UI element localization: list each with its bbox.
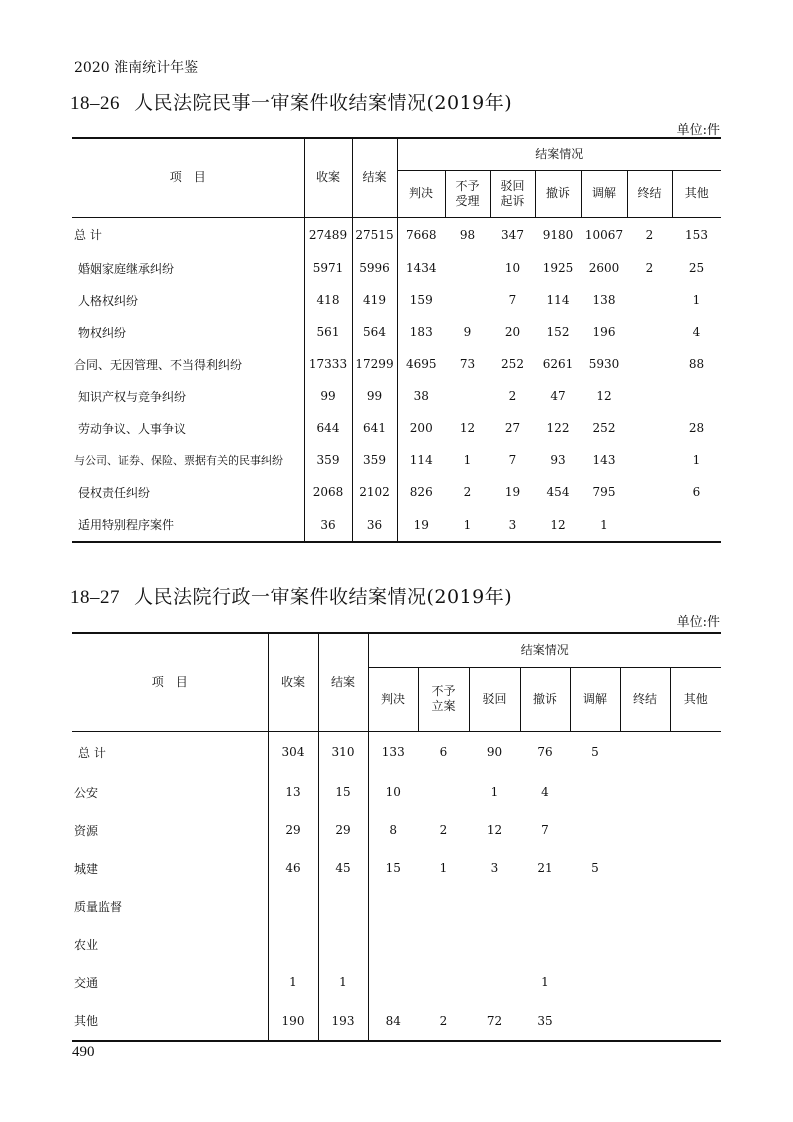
table-cell xyxy=(418,963,469,1001)
table-cell: 252 xyxy=(501,357,524,371)
header-received: 收案 xyxy=(304,138,352,217)
table-cell xyxy=(570,963,620,1001)
row-label: 物权纠纷 xyxy=(78,325,127,340)
header-mediation: 调解 xyxy=(570,667,620,731)
table-cell: 10067 xyxy=(584,227,624,242)
table-cell: 90 xyxy=(486,745,503,760)
table-cell: 8 xyxy=(368,811,418,849)
row-label: 公安 xyxy=(74,785,99,800)
header-closing-status: 结案情况 xyxy=(397,138,721,170)
table-cell: 47 xyxy=(550,389,566,403)
table-cell xyxy=(445,380,490,412)
table-1-unit: 单位:件 xyxy=(676,123,720,138)
row-label: 合同、无因管理、不当得利纠纷 xyxy=(74,357,243,372)
table-cell: 5 xyxy=(591,861,599,875)
row-label: 人格权纠纷 xyxy=(78,293,139,308)
table-cell: 2 xyxy=(439,823,448,837)
table-cell: 795 xyxy=(592,485,616,499)
row-label: 知识产权与竞争纠纷 xyxy=(78,389,187,404)
table-cell: 35 xyxy=(520,1001,570,1041)
table-cell: 5996 xyxy=(352,252,397,284)
table-cell: 28 xyxy=(688,421,705,435)
table-cell: 196 xyxy=(592,325,616,339)
table-cell xyxy=(620,925,670,963)
table-cell: 36 xyxy=(352,508,397,542)
header-closed: 结案 xyxy=(318,633,368,731)
table-cell: 190 xyxy=(268,1001,318,1041)
table-cell xyxy=(670,849,721,887)
table-cell: 1 xyxy=(268,963,318,1001)
table-cell: 359 xyxy=(352,444,397,476)
table-cell: 46 xyxy=(268,849,318,887)
table-cell: 12 xyxy=(459,421,476,435)
table-cell: 27515 xyxy=(352,217,397,252)
table-row xyxy=(72,1001,721,1041)
table-cell: 6261 xyxy=(542,357,574,371)
table-cell: 1 xyxy=(541,975,549,989)
row-label: 总 计 xyxy=(74,228,102,243)
row-label: 适用特别程序案件 xyxy=(72,508,304,542)
header-not-filed: 不予立案 xyxy=(418,667,469,731)
table-cell xyxy=(570,887,620,925)
row-label: 城建 xyxy=(74,861,99,876)
table-cell: 6 xyxy=(439,745,448,760)
table-2-number: 18–27 xyxy=(70,587,120,608)
table-cell xyxy=(670,963,721,1001)
table-row xyxy=(72,731,721,773)
table-cell xyxy=(520,925,570,963)
table-cell: 20 xyxy=(504,325,521,339)
table-cell: 114 xyxy=(397,444,445,476)
table-cell xyxy=(620,963,670,1001)
table-cell: 2 xyxy=(645,227,654,242)
table-cell: 73 xyxy=(459,357,476,371)
row-label: 其他 xyxy=(72,1001,268,1041)
table-cell xyxy=(620,849,670,887)
table-cell xyxy=(445,252,490,284)
table-cell: 17333 xyxy=(304,348,352,380)
table-cell xyxy=(620,1001,670,1041)
table-cell: 3 xyxy=(490,508,535,542)
table-cell xyxy=(627,412,672,444)
table-1-title-text: 人民法院民事一审案件收结案情况(2019年) xyxy=(134,92,513,114)
table-row xyxy=(72,476,721,508)
header-terminated: 终结 xyxy=(627,170,672,217)
table-cell xyxy=(570,1001,620,1041)
header-other: 其他 xyxy=(672,170,721,217)
table-cell xyxy=(672,508,721,542)
table-cell: 2 xyxy=(508,389,517,403)
table-cell: 12 xyxy=(535,508,581,542)
row-label: 农业 xyxy=(74,937,99,952)
table-cell: 72 xyxy=(469,1001,520,1041)
table-cell: 29 xyxy=(318,811,368,849)
table-row xyxy=(72,773,721,811)
table-cell xyxy=(627,444,672,476)
table-cell: 17299 xyxy=(352,348,397,380)
row-label: 交通 xyxy=(74,975,99,990)
table-cell: 644 xyxy=(304,412,352,444)
table-row xyxy=(72,412,721,444)
table-cell: 36 xyxy=(304,508,352,542)
table-cell: 418 xyxy=(304,284,352,316)
table-cell: 5 xyxy=(591,745,599,760)
table-cell: 84 xyxy=(368,1001,418,1041)
header-rejected: 驳回 xyxy=(469,667,520,731)
table-1-title xyxy=(70,88,512,115)
table-cell: 2600 xyxy=(588,261,620,275)
table-cell: 1 xyxy=(490,785,499,799)
table-cell xyxy=(670,1001,721,1041)
table-cell xyxy=(620,731,670,773)
table-cell: 1 xyxy=(318,963,368,1001)
table-cell: 1 xyxy=(463,453,472,467)
table-cell: 252 xyxy=(592,421,616,435)
table-cell: 153 xyxy=(685,227,708,242)
table-cell: 2102 xyxy=(352,476,397,508)
table-cell: 76 xyxy=(537,745,553,760)
table-cell xyxy=(445,284,490,316)
table-cell xyxy=(418,773,469,811)
table-cell: 10 xyxy=(504,261,521,275)
table-cell: 12 xyxy=(596,389,612,403)
table-cell: 10 xyxy=(368,773,418,811)
header-received: 收案 xyxy=(268,633,318,731)
table-cell: 2 xyxy=(418,1001,469,1041)
table-cell: 27 xyxy=(504,421,521,435)
table-2-title-text: 人民法院行政一审案件收结案情况(2019年) xyxy=(134,586,513,608)
table-cell xyxy=(620,773,670,811)
table-row xyxy=(72,963,721,1001)
row-label: 婚姻家庭继承纠纷 xyxy=(78,261,175,276)
table-cell: 98 xyxy=(459,227,476,242)
table-cell: 193 xyxy=(318,1001,368,1041)
table-row xyxy=(72,284,721,316)
table-cell xyxy=(418,925,469,963)
header-dismissed: 驳回起诉 xyxy=(490,170,535,217)
table-cell xyxy=(627,348,672,380)
page-number: 490 xyxy=(72,1044,95,1060)
table-cell xyxy=(368,887,418,925)
table-cell: 4 xyxy=(692,325,701,339)
table-cell: 122 xyxy=(546,421,570,435)
table-cell: 19 xyxy=(504,485,521,499)
table-cell xyxy=(627,284,672,316)
table-cell: 159 xyxy=(397,284,445,316)
table-cell: 12 xyxy=(486,823,503,837)
table-cell: 561 xyxy=(304,316,352,348)
table-row xyxy=(72,348,721,380)
table-cell: 5930 xyxy=(588,357,620,371)
header-other: 其他 xyxy=(670,667,721,731)
table-cell: 2 xyxy=(645,261,654,275)
table-row xyxy=(72,380,721,412)
table-cell xyxy=(570,773,620,811)
table-cell: 7 xyxy=(508,293,517,307)
header-withdrawn: 撤诉 xyxy=(520,667,570,731)
table-row xyxy=(72,925,721,963)
table-cell xyxy=(570,925,620,963)
table-cell: 304 xyxy=(268,731,318,773)
table-row xyxy=(72,887,721,925)
table-cell xyxy=(627,380,672,412)
header-judgment: 判决 xyxy=(368,667,418,731)
table-cell xyxy=(318,925,368,963)
yearbook-header: 2020 淮南统计年鉴 xyxy=(74,60,199,76)
table-cell: 143 xyxy=(592,453,616,467)
table-row xyxy=(72,316,721,348)
table-cell xyxy=(368,925,418,963)
table-cell xyxy=(620,811,670,849)
table-cell: 564 xyxy=(352,316,397,348)
table-2-unit: 单位:件 xyxy=(676,615,720,630)
table-cell: 5971 xyxy=(304,252,352,284)
table-cell: 21 xyxy=(537,861,553,875)
row-label: 资源 xyxy=(74,823,99,838)
table-cell: 93 xyxy=(550,453,566,467)
table-1-number: 18–26 xyxy=(70,93,120,114)
table-cell xyxy=(418,887,469,925)
table-row xyxy=(72,217,721,252)
header-closing-status: 结案情况 xyxy=(368,633,721,667)
table-cell xyxy=(670,887,721,925)
header-withdrawn: 撤诉 xyxy=(535,170,581,217)
table-cell xyxy=(670,731,721,773)
table-cell: 419 xyxy=(352,284,397,316)
table-cell: 1 xyxy=(692,453,701,467)
table-cell: 1 xyxy=(581,508,627,542)
table-cell xyxy=(670,925,721,963)
table-cell xyxy=(670,773,721,811)
table-cell xyxy=(570,811,620,849)
table-cell xyxy=(268,887,318,925)
table-cell: 454 xyxy=(546,485,570,499)
header-terminated: 终结 xyxy=(620,667,670,731)
table-row xyxy=(72,849,721,887)
table-cell: 27489 xyxy=(304,217,352,252)
table-cell: 114 xyxy=(546,293,570,307)
table-cell: 1 xyxy=(439,861,448,875)
table-cell: 133 xyxy=(368,731,418,773)
table-cell: 4695 xyxy=(397,348,445,380)
table-cell: 19 xyxy=(397,508,445,542)
table-cell: 88 xyxy=(688,357,705,371)
header-item: 项 目 xyxy=(72,138,304,217)
table-cell xyxy=(627,476,672,508)
table-cell: 99 xyxy=(352,380,397,412)
table-cell: 9 xyxy=(463,325,472,339)
table-cell: 38 xyxy=(397,380,445,412)
table-row xyxy=(72,444,721,476)
table-cell: 347 xyxy=(501,227,524,242)
table-cell: 25 xyxy=(688,261,705,275)
table-cell: 1 xyxy=(692,293,701,307)
table-cell: 7 xyxy=(541,823,549,837)
table-cell: 183 xyxy=(397,316,445,348)
header-judgment: 判决 xyxy=(397,170,445,217)
table-cell: 1925 xyxy=(542,261,574,275)
table-cell xyxy=(620,887,670,925)
table-cell xyxy=(318,887,368,925)
table-cell: 7 xyxy=(508,453,517,467)
table-2-title xyxy=(70,582,512,609)
table-cell xyxy=(670,811,721,849)
table-cell: 13 xyxy=(268,773,318,811)
table-cell: 4 xyxy=(541,785,549,799)
header-item: 项 目 xyxy=(72,633,268,731)
table-cell: 138 xyxy=(592,293,616,307)
table-cell: 359 xyxy=(304,444,352,476)
table-row xyxy=(72,508,721,542)
table-cell: 15 xyxy=(318,773,368,811)
table-cell: 3 xyxy=(490,861,499,875)
table-administrative-cases xyxy=(72,632,721,1042)
table-cell: 9180 xyxy=(542,227,574,242)
header-mediation: 调解 xyxy=(581,170,627,217)
row-label: 总 计 xyxy=(78,745,106,760)
row-label: 质量监督 xyxy=(74,899,123,914)
table-cell: 29 xyxy=(268,811,318,849)
table-cell xyxy=(469,963,520,1001)
row-label: 劳动争议、人事争议 xyxy=(78,421,187,436)
header-closed: 结案 xyxy=(352,138,397,217)
table-cell: 641 xyxy=(352,412,397,444)
table-cell: 2068 xyxy=(304,476,352,508)
table-cell xyxy=(469,925,520,963)
table-cell xyxy=(672,380,721,412)
table-cell xyxy=(520,887,570,925)
table-cell xyxy=(627,316,672,348)
table-cell: 15 xyxy=(368,849,418,887)
table-cell: 2 xyxy=(463,485,472,499)
table-cell xyxy=(469,887,520,925)
table-cell: 200 xyxy=(397,412,445,444)
table-civil-cases xyxy=(72,137,721,543)
table-cell xyxy=(627,508,672,542)
table-row xyxy=(72,252,721,284)
table-cell: 45 xyxy=(318,849,368,887)
table-cell: 99 xyxy=(304,380,352,412)
table-cell: 7668 xyxy=(397,217,445,252)
table-cell xyxy=(268,925,318,963)
table-cell: 152 xyxy=(546,325,570,339)
table-cell: 1 xyxy=(445,508,490,542)
table-cell: 1434 xyxy=(397,252,445,284)
table-cell: 6 xyxy=(692,485,701,499)
table-cell: 310 xyxy=(318,731,368,773)
table-cell xyxy=(368,963,418,1001)
table-cell: 826 xyxy=(397,476,445,508)
table-row xyxy=(72,811,721,849)
row-label: 与公司、证券、保险、票据有关的民事纠纷 xyxy=(74,454,283,467)
row-label: 侵权责任纠纷 xyxy=(78,485,151,500)
header-not-accepted: 不予受理 xyxy=(445,170,490,217)
